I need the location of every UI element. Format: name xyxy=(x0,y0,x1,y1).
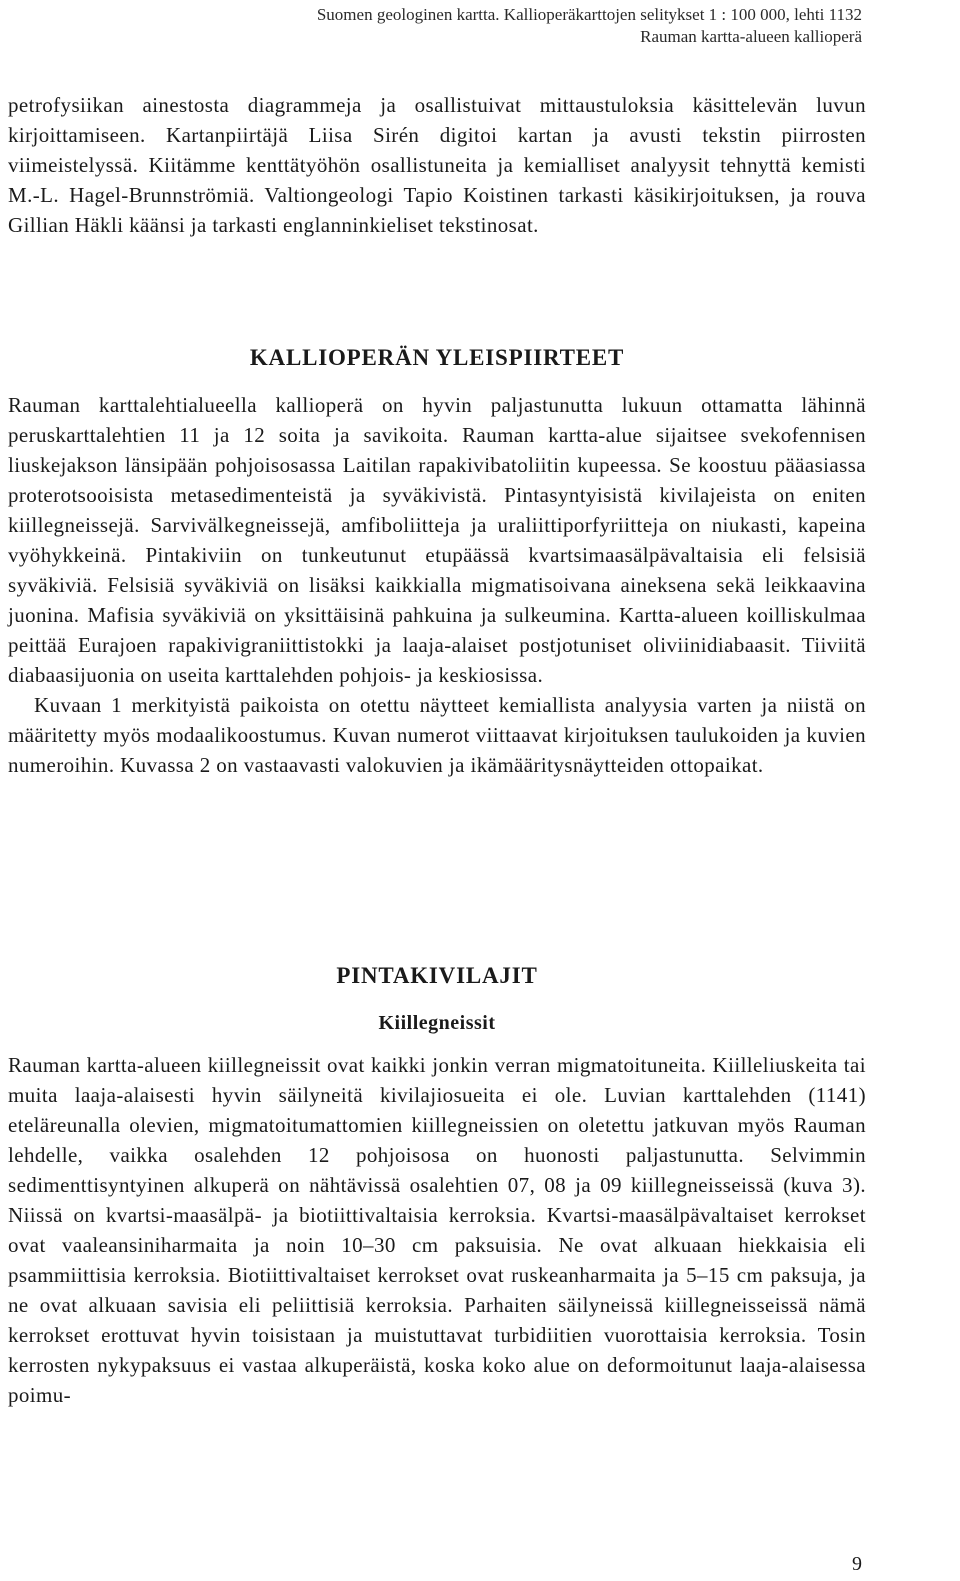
page-number: 9 xyxy=(852,1553,862,1575)
section-title-pintakivilajit: PINTAKIVILAJIT xyxy=(336,963,538,988)
header-series-title: Suomen geologinen kartta. Kallioperäkarttojen selitykset 1 : 100 000, lehti 1132 xyxy=(316,5,862,24)
intro-paragraph: petrofysiikan ainestosta diagrammeja ja osallistuivat mittaustuloksia käsittelevän luvun kirjoittamiseen. Kartanpiirtäjä Liisa Sirén digitoi kartan ja avusti tekstin piirrosten viimeistelyssä. Kiitämme kenttätyöhön osallistuneita ja kemialliset analyysit tehnyttä kemisti M.-L. Hagel-Brunnströmiä. Valtiongeologi Tapio Koistinen tarkasti käsikirjoituksen, ja rouva Gillian Häkli käänsi ja tarkasti englanninkieliset tekstinosat. xyxy=(8,93,866,237)
header-map-area: Rauman kartta-alueen kallioperä xyxy=(640,27,862,46)
running-header xyxy=(317,4,862,48)
intro-text-block xyxy=(8,90,866,240)
section1-text-block xyxy=(8,390,866,780)
section1-paragraph-1: Rauman karttalehtialueella kallioperä on hyvin paljastunutta lukuun ottamatta lähinnä peruskarttalehtien 11 ja 12 soita ja savikoita. Rauman kartta-alue sijaitsee svekofennisen liuskejakson länsipään pohjoisosassa Laitilan rapakivibatoliitin kupeessa. Se koostuu pääasiassa proterotsooisista metasedimenteistä ja syväkivistä. Pintasyntyisistä kivilajeista on eniten kiillegneissejä. Sarvivälkegneissejä, amfiboliitteja ja uraliittiporfyriitteja on niukasti, kapeina vyöhykkeinä. Pintakiviin on tunkeutunut etupäässä kvartsimaasälpävaltaisia eli felsisiä syväkiviä. Felsisiä syväkiviä on lisäksi kaikkialla migmatisoivana aineksena sekä leikkaavina juonina. Mafisia syväkiviä on yksittäisinä pahkuina ja sulkeumina. Kartta-alueen koilliskulmaa peittää Eurajoen rapakivigraniittistokki ja laaja-alaiset postjotuniset oliviinidiabaasit. Tiiviitä diabaasijuonia on useita karttalehden pohjois- ja keskiosissa. xyxy=(8,393,866,687)
section-title-kallioperan-yleispiirteet: KALLIOPERÄN YLEISPIIRTEET xyxy=(249,345,625,370)
subsection-title-kiillegneissit: Kiillegneissit xyxy=(378,1012,496,1034)
section1-paragraph-2: Kuvaan 1 merkityistä paikoista on otettu näytteet kemiallista analyysia varten ja niistä on määritetty myös modaalikoostumus. Kuvan numerot viittaavat kirjoituksen taulukoiden ja kuvien numeroihin. Kuvassa 2 on vastaavasti valokuvien ja ikämääritysnäytteiden ottopaikat. xyxy=(8,693,866,777)
section2-text-block xyxy=(8,1050,866,1410)
section2-paragraph-1: Rauman kartta-alueen kiillegneissit ovat kaikki jonkin verran migmatoituneita. Kiilleliuskeita tai muita laaja-alaisesti hyvin säilyneitä kivilajiosueita ei ole. Luvian karttalehden (1141) eteläreunalla olevien, migmatoitumattomien kiillegneissien on oletettu jatkuvan myös Rauman lehdelle, vaikka osalehden 12 pohjoisosa on huonosti paljastunutta. Selvimmin sedimenttisyntyinen alkuperä on nähtävissä osalehtien 07, 08 ja 09 kiillegneisseissä (kuva 3). Niissä on kvartsi-maasälpä- ja biotiittivaltaisia kerroksia. Kvartsi-maasälpävaltaiset kerrokset ovat vaaleansiniharmaita ja noin 10–30 cm paksuisia. Ne ovat alkuaan hiekkaisia eli psammiittisia kerroksia. Biotiittivaltaiset kerrokset ovat ruskeanharmaita ja 5–15 cm paksuja, ja ne ovat alkuaan savisia eli peliittisiä kerroksia. Parhaiten säilyneissä kiillegneisseissä nämä kerrokset erottuvat hyvin toisistaan ja muistuttavat turbidiitien vuorottaisia kerroksia. Tosin kerrosten nykypaksuus ei vastaa alkuperäistä, koska koko alue on deformoitunut laaja-alaisessa poimu- xyxy=(8,1053,866,1407)
